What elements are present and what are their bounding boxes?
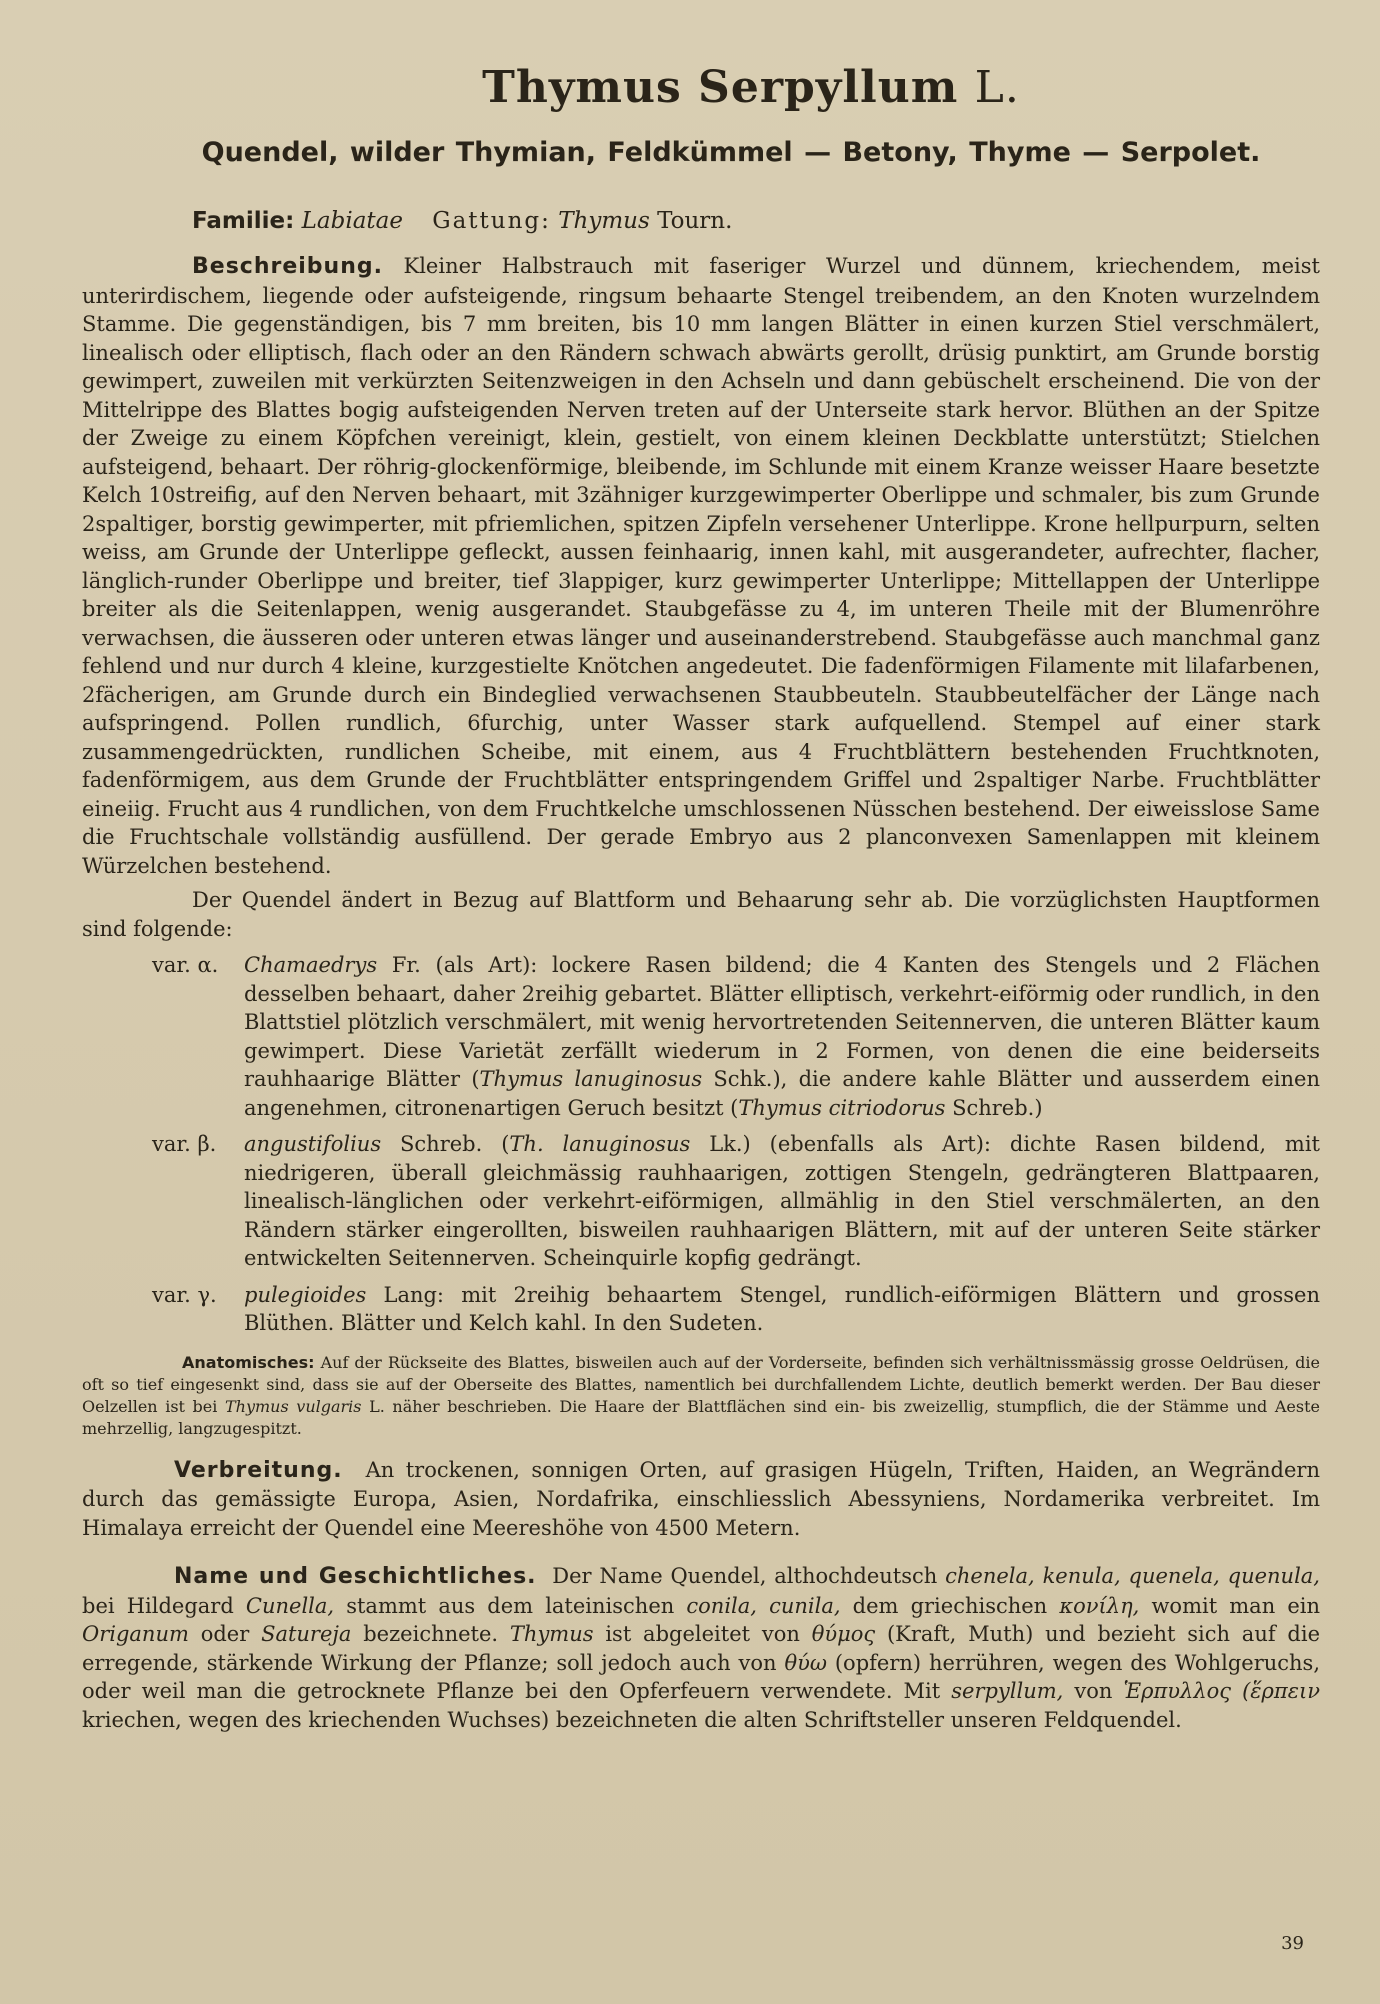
history-text: bei Hildegard — [82, 1593, 246, 1618]
variety-item — [82, 951, 1320, 1122]
description-heading: Beschreibung. — [192, 254, 383, 279]
forms-intro: Der Quendel ändert in Bezug auf Blattform und Behaarung sehr ab. Die vorzüglichsten Hauptformen sind folgende: — [82, 888, 1320, 941]
history-text: Der Name Quendel, althochdeutsch — [552, 1564, 946, 1588]
family-label: Familie: — [192, 208, 295, 234]
history-text: ist abgeleitet von — [593, 1622, 812, 1646]
variety-item — [82, 1130, 1320, 1273]
variety-text-part: Schreb. ( — [381, 1132, 510, 1156]
description-paragraph — [82, 252, 1320, 880]
history-text: (opfern) herrühren, wegen des Wohlgeruchs, oder weil man die getrocknete Pflanze bei den Opferfeuern verwendete. Mit — [82, 1650, 1320, 1703]
history-italic: conila, cunila, — [686, 1593, 841, 1618]
history-italic: θύμος — [811, 1622, 876, 1646]
variety-text-part: Lang: mit 2reihig behaartem Stengel, rundlich-eiförmigen Blättern und grossen Blüthen. Blätter und Kelch kahl. In den Sudeten. — [244, 1282, 1320, 1335]
distribution-text: An trockenen, sonnigen Orten, auf grasigen Hügeln, Triften, Haiden, an Wegrändern durch das gemässigte Europa, Asien, Nordafrika, einschliesslich Abessyniens, Nordamerika verbreitet. Im Himalaya erreicht der Quendel eine Meereshöhe von 4500 Metern. — [82, 1457, 1320, 1540]
history-italic: Satureja — [261, 1622, 352, 1646]
variety-text-part: Fr. (als Art): lockere Rasen bildend; die 4 Kanten des Stengels und 2 Flächen desselben behaart, daher 2reihig gebartet. Blätter elliptisch, verkehrt-eiförmig oder rundlich, in den Blattstiel plötzlich verschmälert, mit wenig hervortretenden Seitennerven, die unteren Blätter kaum gewimpert. Diese Varietät zerfällt wiederum in 2 Formen, von denen die eine beiderseits rauhhaarige Blätter ( — [244, 953, 1320, 1091]
page-number: 39 — [1281, 1933, 1304, 1954]
history-text: (Kraft, Muth) und bezieht sich auf die erregende, stärkende Wirkung der Pflanze; soll jedoch auch von — [82, 1622, 1320, 1675]
history-paragraph — [82, 1562, 1320, 1734]
variety-text — [244, 1130, 1320, 1273]
family-value: Labiatae — [301, 208, 403, 234]
history-italic: θύω — [784, 1650, 827, 1675]
anatomy-italic: Thymus vulgaris — [224, 1396, 362, 1416]
genus-author: Tourn. — [657, 208, 733, 234]
history-italic: serpyllum, — [951, 1679, 1064, 1703]
history-italic: Cunella, — [245, 1593, 335, 1618]
anatomy-heading: Anatomisches: — [182, 1352, 315, 1372]
variety-label: var. β. — [152, 1132, 217, 1156]
history-italic: chenela, kenula, quenela, quenula, — [945, 1564, 1320, 1588]
genus-label: Gattung: — [432, 208, 551, 234]
variety-name: angustifolius — [244, 1132, 382, 1156]
variety-italic-part: Th. lanuginosus — [509, 1132, 691, 1156]
history-text: von — [1063, 1679, 1124, 1703]
history-text: dem griechischen — [840, 1593, 1060, 1618]
variety-label: var. γ. — [152, 1282, 217, 1307]
history-italic: κονίλη, — [1059, 1593, 1140, 1618]
variety-text-part: Schk.), die andere kahle Blätter und ausserdem einen angenehmen, citronenartigen Geruch besitzt ( — [244, 1067, 1321, 1120]
variety-name: pulegioides — [244, 1282, 367, 1307]
common-names: Quendel, wilder Thymian, Feldkümmel — Betony, Thyme — Serpolet. — [201, 137, 1261, 168]
title-author: L. — [974, 62, 1020, 113]
anatomy-text: L. näher beschrieben. Die Haare der Blattflächen sind ein- bis zweizellig, stumpflich, die der Stämme und Aeste mehrzellig, langzugespitzt. — [82, 1396, 1321, 1438]
genus-value: Thymus — [558, 208, 650, 234]
distribution-paragraph — [82, 1456, 1320, 1543]
variety-italic-part: Thymus lanuginosus — [479, 1067, 703, 1091]
title-species: Thymus Serpyllum — [482, 62, 959, 113]
variety-text — [244, 951, 1320, 1122]
anatomy-text: Auf der Rückseite des Blattes, bisweilen auch auf der Vorderseite, befinden sich verhältnissmässig grosse Oeldrüsen, die oft so tief eingesenkt sind, dass sie auf der Oberseite des Blattes, namentlich bei durchfallendem Lichte, deutlich bemerkt werden. Der Bau dieser Oelzellen ist bei — [82, 1352, 1320, 1416]
history-text: oder — [188, 1622, 262, 1646]
distribution-heading: Verbreitung. — [174, 1457, 343, 1483]
history-text: womit man ein — [1139, 1593, 1321, 1618]
variety-text-part: Lk.) (ebenfalls als Art): dichte Rasen bildend, mit niedrigeren, überall gleichmässig rauhhaarigen, zottigen Stengeln, gedrängteren Blattpaaren, linealisch-länglichen oder verkehrt-eiförmigen, allmählig in den Stiel verschmälerten, an den Rändern stärker eingerollten, bisweilen rauhhaarigen Blättern, mit auf der unteren Seite stärker entwickelten Seitennerven. Scheinquirle kopfig gedrängt. — [244, 1132, 1320, 1270]
history-text: kriechen, wegen des kriechenden Wuchses) bezeichneten die alten Schriftsteller unseren Feldquendel. — [82, 1707, 1182, 1732]
history-text: bezeichnete. — [351, 1622, 510, 1646]
history-italic: Origanum — [82, 1622, 189, 1646]
history-text: stammt aus dem lateinischen — [334, 1593, 687, 1618]
history-italic: Ἑρπυλλος (ἕρπειν — [1123, 1679, 1320, 1703]
family-line — [192, 208, 1320, 234]
variety-item — [82, 1281, 1320, 1338]
anatomy-paragraph — [82, 1352, 1320, 1440]
variety-text — [244, 1281, 1320, 1338]
history-italic: Thymus — [509, 1622, 594, 1646]
variety-italic-part: Thymus citriodorus — [738, 1095, 946, 1120]
variety-name: Chamaedrys — [244, 953, 378, 977]
variety-text-part: Schreb.) — [945, 1095, 1043, 1120]
description-text: Kleiner Halbstrauch mit faseriger Wurzel und dünnem, kriechendem, meist unterirdischem, liegende oder aufsteigende, ringsum behaarte Stengel treibendem, an den Knoten wurzelndem Stamme. Die gegenständigen, bis 7 mm breiten, bis 10 mm langen Blätter in einen kurzen Stiel verschmälert, linealisch oder elliptisch, flach oder an den Rändern schwach abwärts gerollt, drüsig punktirt, am Grunde borstig gewimpert, zuweilen mit verkürzten Seitenzweigen in den Achseln und dann gebüschelt erscheinend. Die von der Mittelrippe des Blattes bogig aufsteigenden Nerven treten auf der Unterseite stark hervor. Blüthen an der Spitze der Zweige zu einem Köpfchen vereinigt, klein, gestielt, von einem kleinen Deckblatte unterstützt; Stielchen aufsteigend, behaart. Der röhrig-glockenförmige, bleibende, im Schlunde mit einem Kranze weisser Haare besetzte Kelch 10streifig, auf den Nerven behaart, mit 3zähniger kurzgewimperter Oberlippe und schmaler, bis zum Grunde 2spaltiger, borstig gewimperter, mit pfriemlichen, spitzen Zipfeln versehener Unterlippe. Krone hellpurpurn, selten weiss, am Grunde der Unterlippe gefleckt, aussen feinhaarig, innen kahl, mit ausgerandeter, aufrechter, flacher, länglich-runder Oberlippe und breiter, tief 3lappiger, kurz gewimperter Unterlippe; Mittellappen der Unterlippe breiter als die Seitenlappen, wenig ausgerandet. Staubgefässe zu 4, im unteren Theile mit der Blumenröhre verwachsen, die äusseren oder unteren etwas länger und auseinanderstrebend. Staubgefässe auch manchmal ganz fehlend und nur durch 4 kleine, kurzgestielte Knötchen angedeutet. Die fadenförmigen Filamente mit lilafarbenen, 2fächerigen, am Grunde durch ein Bindeglied verwachsenen Staubbeuteln. Staubbeutelfächer der Länge nach aufspringend. Pollen rundlich, 6furchig, unter Wasser stark aufquellend. Stempel auf einer stark zusammengedrückten, rundlichen Scheibe, mit einem, aus 4 Fruchtblättern bestehenden Fruchtknoten, fadenförmigem, aus dem Grunde der Fruchtblätter entspringendem Griffel und 2spaltiger Narbe. Fruchtblätter eineiig. Frucht aus 4 rundlichen, von dem Fruchtkelche umschlossenen Nüsschen bestehend. Der eiweisslose Same die Fruchtschale vollständig ausfüllend. Der gerade Embryo aus 2 planconvexen Samenlappen mit kleinem Würzelchen bestehend. — [82, 254, 1320, 878]
variety-label: var. α. — [152, 953, 219, 977]
history-heading: Name und Geschichtliches. — [174, 1564, 537, 1589]
page-title — [182, 62, 1320, 113]
